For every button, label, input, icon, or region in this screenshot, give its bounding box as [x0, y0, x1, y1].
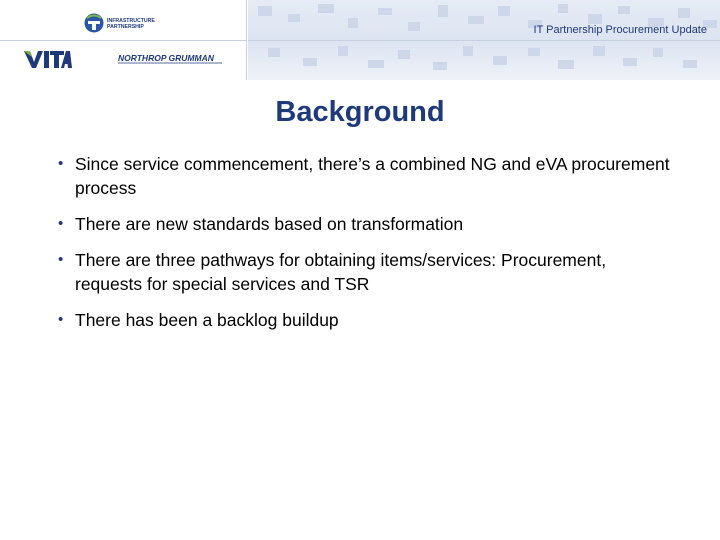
bullet-item — [58, 152, 678, 200]
bullet-item — [58, 212, 678, 236]
it-partnership-logo — [84, 12, 155, 39]
slide-title: Background — [275, 96, 445, 128]
it-partnership-logo-text-2: PARTNERSHIP — [107, 24, 144, 30]
header-divider — [0, 40, 247, 41]
bullet-item — [58, 248, 678, 296]
it-partnership-logo-text-1: INFRASTRUCTURE — [107, 18, 155, 24]
bullet-text: There are new standards based on transformation — [75, 214, 464, 234]
vita-logo — [22, 48, 72, 75]
bullet-icon: • — [58, 311, 64, 328]
northrop-grumman-logo — [116, 50, 224, 71]
header-divider — [248, 40, 720, 41]
header-title: IT Partnership Procurement Update — [533, 24, 707, 36]
bullet-text: Since service commencement, there’s a combined NG and eVA procurement process — [75, 154, 670, 198]
logo-area — [0, 0, 248, 80]
bullet-item — [58, 308, 678, 332]
northrop-grumman-logo-text: NORTHROP GRUMMAN — [118, 53, 214, 63]
bullet-icon: • — [58, 251, 64, 268]
bullet-icon: • — [58, 155, 64, 172]
bullet-text: There has been a backlog buildup — [75, 310, 339, 330]
bullet-list — [58, 152, 678, 344]
bullet-text: There are three pathways for obtaining items/services: Procurement, requests for special services and TSR — [75, 250, 607, 294]
bullet-icon: • — [58, 215, 64, 232]
